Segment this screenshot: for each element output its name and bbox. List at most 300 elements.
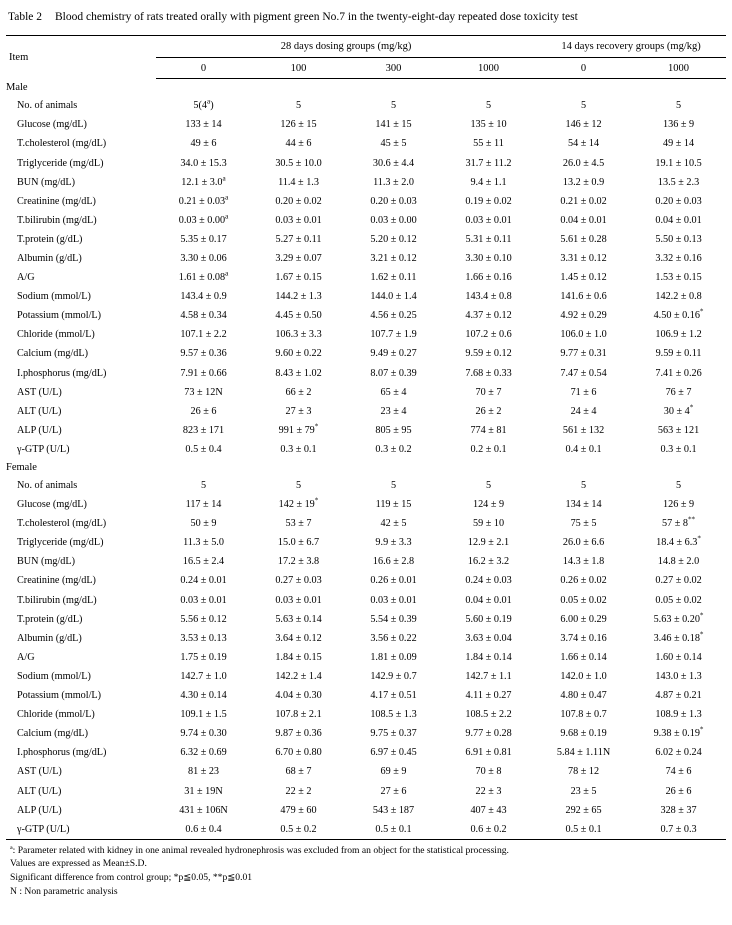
table-row [6, 115, 726, 134]
row-item-label: Potassium (mmol/L) [17, 310, 102, 322]
table-row [6, 591, 726, 610]
table-row [6, 211, 726, 230]
row-item-label: T.protein (g/dL) [17, 233, 83, 245]
table-row [6, 781, 726, 800]
row-item-label: γ-GTP (U/L) [6, 820, 156, 840]
table-row [6, 514, 726, 533]
row-value: 13.2 ± 0.9 [562, 176, 605, 188]
row-value: 78 ± 12 [568, 766, 600, 778]
row-value: 5.50 ± 0.13 [655, 233, 702, 245]
row-value: 19.1 ± 10.5 [655, 157, 702, 169]
table-row [6, 686, 726, 705]
table-row [6, 192, 726, 211]
row-value: 5 [676, 480, 682, 491]
row-value: 5.27 ± 0.11 [275, 233, 322, 245]
row-value: 143.0 ± 1.3 [655, 670, 702, 682]
row-value: 24 ± 4 [570, 405, 597, 417]
row-value: 16.5 ± 2.4 [182, 556, 225, 568]
row-value: 8.43 ± 1.02 [275, 367, 322, 379]
row-value: 144.2 ± 1.3 [275, 291, 322, 303]
row-value: 34.0 ± 15.3 [180, 157, 227, 169]
row-value: 13.5 ± 2.3 [657, 176, 700, 188]
row-value: 431 ± 106N [179, 804, 228, 816]
row-value: 5 [295, 480, 302, 491]
table-row [6, 249, 726, 268]
table-row [6, 610, 726, 629]
row-value: 70 ± 7 [475, 386, 502, 398]
row-value: 107.8 ± 2.1 [275, 709, 322, 721]
row-value: 126 ± 15 [280, 119, 317, 131]
row-value: 5(4$^a$) [193, 97, 214, 112]
row-value: 31 ± 19N [184, 785, 223, 797]
row-value: 3.74 ± 0.16 [560, 632, 607, 644]
row-value: 0.20 ± 0.03 [655, 195, 702, 207]
row-item-label: Albumin (g/dL) [17, 632, 82, 644]
table-row [6, 629, 726, 648]
row-value: 27 ± 3 [285, 405, 312, 417]
dose-header-4: 0 [536, 58, 631, 79]
row-value: 3.64 ± 0.12 [275, 632, 322, 644]
blood-chemistry-table [6, 35, 726, 840]
row-value: 4.30 ± 0.14 [180, 690, 227, 702]
row-value: 0.5 ± 0.4 [185, 443, 222, 455]
table-row [6, 571, 726, 590]
table-row [6, 383, 726, 402]
row-item-label: Sodium (mmol/L) [17, 291, 91, 303]
row-item-label: BUN (mg/dL) [17, 176, 76, 188]
row-value: 12.9 ± 2.1 [467, 537, 510, 549]
row-value: 144.0 ± 1.4 [370, 291, 417, 303]
row-value: 49 ± 6 [190, 138, 217, 150]
dose-header-1: 100 [251, 58, 346, 79]
row-value: 1.67 ± 0.15 [275, 272, 322, 284]
table-row [6, 724, 726, 743]
row-value: 0.6 ± 0.4 [156, 820, 251, 840]
row-value: 107.8 ± 0.7 [560, 709, 607, 721]
section-label: Male [6, 82, 28, 94]
table-row [6, 287, 726, 306]
row-value: 9.9 ± 3.3 [375, 537, 412, 549]
row-value: 5.84 ± 1.11N [556, 747, 611, 759]
row-item-label: I.phosphorus (mg/dL) [17, 367, 107, 379]
row-value: 22 ± 2 [285, 785, 312, 797]
dose-header-3: 1000 [441, 58, 536, 79]
table-row [6, 344, 726, 363]
row-value: 6.32 ± 0.69 [180, 747, 227, 759]
row-item-label: Calcium (mg/dL) [17, 728, 89, 740]
row-value: 30.5 ± 10.0 [275, 157, 322, 169]
table-row [6, 421, 726, 440]
row-value: 1.61 ± 0.08$^a$ [178, 269, 229, 284]
section-label: Female [6, 461, 37, 473]
row-value: 0.03 ± 0.01 [275, 214, 322, 226]
row-value: 0.3 ± 0.1 [280, 443, 317, 455]
row-value: 0.04 ± 0.01 [465, 594, 512, 606]
row-value: 141 ± 15 [375, 119, 412, 131]
row-value: 124 ± 9 [472, 499, 505, 511]
dose-header-0: 0 [156, 58, 251, 79]
row-value: 0.24 ± 0.01 [180, 575, 227, 587]
footnote-line: Values are expressed as Mean±S.D. [10, 858, 147, 870]
row-value: 5 [200, 480, 207, 491]
table-row [6, 402, 726, 421]
table-row [6, 306, 726, 325]
row-value: 0.19 ± 0.02 [465, 195, 512, 207]
row-value: 26 ± 6 [190, 405, 217, 417]
row-value: 0.20 ± 0.03 [370, 195, 417, 207]
row-value: 141.6 ± 0.6 [560, 291, 607, 303]
section-header-row [6, 79, 726, 97]
row-value: 9.4 ± 1.1 [470, 176, 507, 188]
row-value: 7.91 ± 0.66 [180, 367, 227, 379]
row-value: 4.04 ± 0.30 [275, 690, 322, 702]
table-row [6, 134, 726, 153]
row-value: 17.2 ± 3.8 [277, 556, 320, 568]
row-value: 71 ± 6 [570, 386, 597, 398]
row-value: 0.03 ± 0.01 [275, 594, 322, 606]
row-item-label: T.cholesterol (mg/dL) [17, 138, 107, 150]
row-value: 1.60 ± 0.14 [655, 651, 702, 663]
table-row [6, 820, 726, 840]
row-value: 50 ± 9 [190, 518, 217, 530]
row-value: 3.56 ± 0.22 [370, 632, 417, 644]
row-value: 9.60 ± 0.22 [275, 348, 322, 360]
row-value: 0.4 ± 0.1 [565, 443, 602, 455]
row-value: 15.0 ± 6.7 [277, 537, 320, 549]
row-value: 6.00 ± 0.29 [560, 613, 607, 625]
row-value: 55 ± 11 [473, 138, 504, 150]
row-value: 5.63 ± 0.14 [275, 613, 322, 625]
row-value: 30.6 ± 4.4 [372, 157, 415, 169]
row-value: 563 ± 121 [657, 424, 700, 436]
row-item-label: A/G [17, 651, 35, 663]
row-value: 9.74 ± 0.30 [180, 728, 227, 740]
row-item-label: No. of animals [17, 480, 78, 491]
row-value: 44 ± 6 [285, 138, 312, 150]
row-value: 7.47 ± 0.54 [560, 367, 607, 379]
row-value: 407 ± 43 [470, 804, 507, 816]
row-value: 0.3 ± 0.2 [375, 443, 412, 455]
row-value: 26.0 ± 6.6 [562, 537, 605, 549]
row-value: 22 ± 3 [475, 785, 502, 797]
row-value: 109.1 ± 1.5 [180, 709, 227, 721]
table-row [6, 533, 726, 552]
row-value: 142.7 ± 1.1 [465, 670, 512, 682]
row-value: 119 ± 15 [375, 499, 412, 511]
row-value: 26 ± 6 [665, 785, 692, 797]
row-value: 1.62 ± 0.11 [370, 272, 417, 284]
table-row [6, 440, 726, 459]
row-value: 16.2 ± 3.2 [467, 556, 510, 568]
row-value: 66 ± 2 [285, 386, 312, 398]
row-item-label: T.protein (g/dL) [17, 613, 83, 625]
row-item-label: Chloride (mmol/L) [17, 709, 95, 721]
row-value: 5 [390, 100, 397, 112]
row-value: 133 ± 14 [185, 119, 222, 131]
row-value: 107.2 ± 0.6 [465, 329, 512, 341]
row-value: 14.3 ± 1.8 [562, 556, 605, 568]
table-row [6, 801, 726, 820]
row-value: 45 ± 5 [380, 138, 407, 150]
row-value: 0.5 ± 0.1 [536, 820, 631, 840]
row-item-label: Triglyceride (mg/dL) [17, 537, 104, 549]
row-value: 81 ± 23 [187, 766, 220, 778]
row-value: 108.5 ± 2.2 [465, 709, 512, 721]
section-header-row [6, 459, 726, 476]
row-value: 106.9 ± 1.2 [655, 329, 702, 341]
row-item-label: Triglyceride (mg/dL) [17, 157, 104, 169]
row-value: 5 [581, 100, 587, 112]
row-value: 9.59 ± 0.12 [465, 348, 512, 360]
row-value: 107.7 ± 1.9 [370, 329, 417, 341]
row-value: 134 ± 14 [565, 499, 602, 511]
row-value: 5 [295, 100, 302, 112]
row-item-label: Potassium (mmol/L) [17, 690, 102, 702]
row-value: 143.4 ± 0.9 [180, 291, 227, 303]
row-value: 0.21 ± 0.03$^a$ [178, 193, 229, 207]
row-value: 75 ± 5 [570, 518, 597, 530]
row-value: 70 ± 8 [475, 766, 502, 778]
table-row [6, 667, 726, 686]
row-value: 42 ± 5 [380, 518, 407, 530]
row-value: 65 ± 4 [380, 386, 407, 398]
row-item-label: Chloride (mmol/L) [17, 329, 95, 341]
row-value: 146 ± 12 [565, 119, 602, 131]
row-value: 9.57 ± 0.36 [180, 348, 227, 360]
row-value: 3.30 ± 0.06 [180, 252, 227, 264]
row-item-label: No. of animals [17, 100, 78, 112]
dose-header-5: 1000 [631, 58, 726, 79]
row-value: 23 ± 5 [570, 785, 597, 797]
row-value: 136 ± 9 [663, 119, 695, 131]
row-value: 0.5 ± 0.1 [346, 820, 441, 840]
row-value: 4.50 ± 0.16* [653, 307, 704, 322]
row-item-label: T.bilirubin (mg/dL) [17, 214, 97, 226]
row-value: 8.07 ± 0.39 [370, 367, 417, 379]
row-value: 1.75 ± 0.19 [180, 651, 227, 663]
row-value: 0.20 ± 0.02 [275, 195, 322, 207]
row-value: 6.70 ± 0.80 [275, 747, 322, 759]
group-header-row [6, 36, 726, 58]
row-value: 0.24 ± 0.03 [465, 575, 512, 587]
row-value: 76 ± 7 [665, 386, 692, 398]
row-value: 143.4 ± 0.8 [465, 291, 512, 303]
row-item-label: Calcium (mg/dL) [17, 348, 89, 360]
row-item-label: Glucose (mg/dL) [17, 499, 87, 511]
row-value: 4.92 ± 0.29 [560, 310, 607, 322]
item-header: Item [6, 36, 156, 79]
row-value: 142.7 ± 1.0 [180, 670, 227, 682]
row-value: 0.5 ± 0.2 [251, 820, 346, 840]
caption-text: Blood chemistry of rats treated orally with pigment green No.7 in the twenty-eight-day repeated dose toxicity test [55, 11, 578, 23]
group-header-1: 14 days recovery groups (mg/kg) [536, 36, 726, 58]
row-value: 3.32 ± 0.16 [655, 252, 702, 264]
row-value: 117 ± 14 [185, 499, 222, 511]
row-value: 0.03 ± 0.01 [370, 594, 417, 606]
row-value: 107.1 ± 2.2 [180, 329, 227, 341]
row-value: 328 ± 37 [660, 804, 697, 816]
row-value: 53 ± 7 [285, 518, 312, 530]
row-value: 1.84 ± 0.14 [465, 651, 512, 663]
row-value: 9.49 ± 0.27 [370, 348, 417, 360]
row-value: 142 ± 19* [278, 496, 319, 511]
row-item-label: T.cholesterol (mg/dL) [17, 518, 107, 530]
row-value: 5 [390, 480, 397, 491]
row-value: 14.8 ± 2.0 [657, 556, 700, 568]
table-row [6, 495, 726, 514]
row-value: 561 ± 132 [562, 424, 605, 436]
row-value: 0.03 ± 0.01 [180, 594, 227, 606]
row-item-label: BUN (mg/dL) [17, 556, 76, 568]
row-value: 5.60 ± 0.19 [465, 613, 512, 625]
table-row [6, 325, 726, 344]
row-value: 0.05 ± 0.02 [560, 594, 607, 606]
row-item-label: Sodium (mmol/L) [17, 670, 91, 682]
table-row [6, 743, 726, 762]
row-value: 0.2 ± 0.1 [470, 443, 507, 455]
row-value: 142.0 ± 1.0 [560, 670, 607, 682]
table-row [6, 552, 726, 571]
row-value: 23 ± 4 [380, 405, 407, 417]
row-value: 11.3 ± 5.0 [183, 537, 224, 549]
caption-label: Table 2 [8, 11, 43, 23]
row-value: 3.63 ± 0.04 [465, 632, 512, 644]
row-value: 11.3 ± 2.0 [373, 176, 414, 188]
row-value: 9.68 ± 0.19 [560, 728, 607, 740]
row-value: 5.54 ± 0.39 [370, 613, 417, 625]
footnote-line: ª: Parameter related with kidney in one animal revealed hydronephrosis was excluded from an object for the statistical processing. [10, 844, 509, 856]
row-value: 11.4 ± 1.3 [278, 176, 319, 188]
row-value: 5 [485, 100, 492, 112]
row-value: 12.1 ± 3.0$^a$ [181, 174, 226, 188]
row-item-label: Glucose (mg/dL) [17, 119, 87, 131]
row-value: 106.0 ± 1.0 [560, 329, 607, 341]
table-row [6, 363, 726, 382]
row-item-label: ALP (U/L) [17, 424, 62, 436]
row-value: 5 [485, 480, 492, 491]
table-row [6, 476, 726, 495]
row-value: 26.0 ± 4.5 [562, 157, 605, 169]
group-header-0: 28 days dosing groups (mg/kg) [156, 36, 536, 58]
row-value: 3.29 ± 0.07 [275, 252, 322, 264]
row-value: 1.81 ± 0.09 [370, 651, 417, 663]
table-footnotes [10, 844, 726, 898]
table-row [6, 268, 726, 287]
table-row [6, 153, 726, 172]
row-value: 0.03 ± 0.01 [465, 214, 512, 226]
row-value: 142.2 ± 0.8 [655, 291, 702, 303]
row-value: 18.4 ± 6.3* [656, 534, 701, 549]
row-value: 54 ± 14 [568, 138, 600, 150]
row-value: 1.66 ± 0.14 [560, 651, 607, 663]
row-value: 9.38 ± 0.19* [653, 725, 704, 740]
row-item-label: ALT (U/L) [17, 785, 62, 797]
row-value: 69 ± 9 [380, 766, 407, 778]
table-row [6, 230, 726, 249]
row-value: 3.21 ± 0.12 [370, 252, 417, 264]
row-value: 9.75 ± 0.37 [370, 728, 417, 740]
row-value: 4.80 ± 0.47 [560, 690, 607, 702]
row-value: 1.66 ± 0.16 [465, 272, 512, 284]
table-row [6, 648, 726, 667]
table-row [6, 96, 726, 115]
row-value: 991 ± 79* [278, 422, 319, 436]
row-item-label: T.bilirubin (mg/dL) [17, 594, 97, 606]
row-value: 5.56 ± 0.12 [180, 613, 227, 625]
row-value: 108.9 ± 1.3 [655, 709, 702, 721]
row-value: 31.7 ± 11.2 [465, 157, 512, 169]
row-value: 479 ± 60 [280, 804, 317, 816]
row-value: 16.6 ± 2.8 [372, 556, 415, 568]
row-value: 1.84 ± 0.15 [275, 651, 322, 663]
row-value: 3.30 ± 0.10 [465, 252, 512, 264]
row-value: 74 ± 6 [665, 766, 692, 778]
row-item-label: AST (U/L) [17, 766, 62, 778]
row-value: 0.26 ± 0.02 [560, 575, 607, 587]
row-value: 57 ± 8** [661, 515, 696, 530]
row-value: 5.63 ± 0.20* [653, 611, 704, 625]
row-value: 5.35 ± 0.17 [180, 233, 227, 245]
row-item-label: I.phosphorus (mg/dL) [17, 747, 107, 759]
row-value: 5.61 ± 0.28 [560, 233, 607, 245]
row-value: 9.59 ± 0.11 [655, 348, 702, 360]
row-value: 5 [581, 480, 587, 491]
row-value: 3.53 ± 0.13 [180, 632, 227, 644]
row-value: 4.45 ± 0.50 [275, 310, 322, 322]
row-item-label: ALT (U/L) [17, 405, 62, 417]
row-value: 4.58 ± 0.34 [180, 310, 227, 322]
row-value: 9.77 ± 0.31 [560, 348, 607, 360]
row-value: 7.41 ± 0.26 [655, 367, 702, 379]
row-value: 0.7 ± 0.3 [631, 820, 726, 840]
row-value: 49 ± 14 [663, 138, 695, 150]
row-value: 142.2 ± 1.4 [275, 670, 322, 682]
row-value: 823 ± 171 [182, 424, 225, 436]
row-value: 0.04 ± 0.01 [560, 214, 607, 226]
row-item-label: Albumin (g/dL) [17, 252, 82, 264]
row-value: 292 ± 65 [565, 804, 602, 816]
row-value: 142.9 ± 0.7 [370, 670, 417, 682]
row-value: 7.68 ± 0.33 [465, 367, 512, 379]
row-value: 30 ± 4* [663, 403, 694, 417]
table-row [6, 762, 726, 781]
row-value: 5.31 ± 0.11 [465, 233, 512, 245]
row-value: 5.20 ± 0.12 [370, 233, 417, 245]
table-row [6, 705, 726, 724]
table-row [6, 173, 726, 192]
row-value: 4.37 ± 0.12 [465, 310, 512, 322]
row-value: 5 [676, 100, 682, 112]
row-value: 73 ± 12N [184, 386, 223, 398]
footnote-line: N : Non parametric analysis [10, 885, 118, 897]
row-value: 68 ± 7 [285, 766, 312, 778]
row-value: 26 ± 2 [475, 405, 502, 417]
row-value: 27 ± 6 [380, 785, 407, 797]
row-item-label: A/G [17, 272, 35, 284]
row-value: 108.5 ± 1.3 [370, 709, 417, 721]
row-value: 4.11 ± 0.27 [465, 690, 512, 702]
row-value: 106.3 ± 3.3 [275, 329, 322, 341]
row-value: 0.3 ± 0.1 [660, 443, 697, 455]
row-value: 4.17 ± 0.51 [370, 690, 417, 702]
row-value: 0.27 ± 0.03 [275, 575, 322, 587]
row-value: 774 ± 81 [470, 424, 507, 436]
row-value: 0.05 ± 0.02 [655, 594, 702, 606]
row-value: 126 ± 9 [663, 499, 695, 511]
table-caption [8, 10, 726, 25]
row-value: 6.91 ± 0.81 [465, 747, 512, 759]
row-value: 59 ± 10 [472, 518, 505, 530]
